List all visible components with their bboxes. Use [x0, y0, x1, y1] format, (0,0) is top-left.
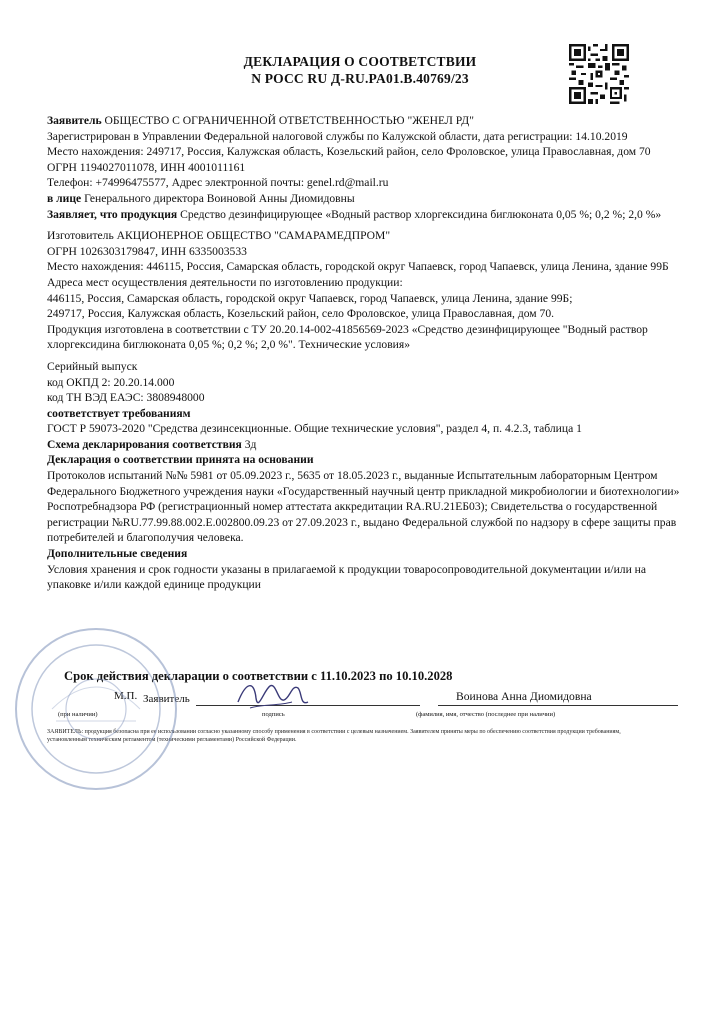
scheme-label: Схема декларирования соответствия: [47, 437, 242, 451]
production-address-2: 249717, Россия, Калужская область, Козельский район, село Фроловское, улица Православная, дом 70.: [47, 307, 555, 321]
basis-text: Протоколов испытаний №№ 5981 от 05.09.2023 г., 5635 от 18.05.2023 г., выданные Испытательным лабораторным Центром Федерального Бюджетного учреждения науки «Государственный научный центр прикладной микробиологии и биотехнологии» Роспотребнадзора РФ (регистрационный номер аттестата аккредитации RA.RU.21ЕБ03); Свидетельства о государственной регистрации №RU.77.99.88.002.Е.002800.09.23 от 27.09.2023 г., выдано Федеральной службой по надзору в сфере защиты прав потребителей и благополучия человека.: [47, 469, 680, 545]
product-line: [47, 207, 687, 223]
person-label: в лице: [47, 191, 82, 205]
applicant-name: ОБЩЕСТВО С ОГРАНИЧЕННОЙ ОТВЕТСТВЕННОСТЬЮ "ЖЕНЕЛ РД": [101, 114, 474, 127]
tnved-code: код ТН ВЭД ЕАЭС: 3808948000: [47, 391, 205, 405]
declares-label: Заявляет, что продукция: [47, 207, 178, 221]
applicant-ogrn: ОГРН 1194027011078, ИНН 4001011161: [47, 160, 246, 174]
validity-period: Срок действия декларации о соответствии с 11.10.2023 по 10.10.2028: [64, 669, 453, 683]
registration-text: Зарегистрирован в Управлении Федеральной налоговой службы по Калужской области, дата регистрации: 14.10.2019: [47, 129, 628, 143]
scheme-value: 3д: [241, 437, 257, 451]
document-title: ДЕКЛАРАЦИЯ О СООТВЕТСТВИИ: [243, 54, 477, 69]
signature-caption: подпись: [262, 711, 285, 718]
manufacturer-ogrn: ОГРН 1026303179847, ИНН 6335003533: [47, 244, 247, 258]
applicant-label: Заявитель: [47, 114, 102, 127]
production-address-1: 446115, Россия, Самарская область, городской округ Чапаевск, город Чапаевск, улица Ленина, здание 99Б;: [47, 291, 573, 305]
okpd-code: код ОКПД 2: 20.20.14.000: [47, 375, 175, 389]
document-number: N РОСС RU Д-RU.PA01.B.40769/23: [251, 71, 469, 86]
manufacturer-name: Изготовитель АКЦИОНЕРНОЕ ОБЩЕСТВО "САМАРАМЕДПРОМ": [47, 229, 391, 243]
name-line: [438, 705, 678, 706]
signatory-name: Воинова Анна Диомидовна: [456, 690, 592, 703]
seal-placeholder: М.П.: [114, 690, 138, 702]
seal-caption: (при наличии): [58, 711, 98, 718]
addresses-label: Адреса мест осуществления деятельности по изготовлению продукции:: [47, 275, 403, 289]
complies-label: соответствует требованиям: [47, 406, 191, 420]
scheme-line: [47, 437, 687, 453]
person-name: Генерального директора Воиновой Анны Диомидовны: [81, 191, 355, 205]
applicant-signature-label: Заявитель: [143, 693, 190, 705]
additional-text: Условия хранения и срок годности указаны в прилагаемой к продукции товаросопроводительной документации и/или на упаковке и/или каждой единице продукции: [47, 562, 647, 592]
person-line: [47, 191, 687, 207]
company-seal-icon: [12, 625, 180, 793]
product-name: Средство дезинфицирующее «Водный раствор хлоргексидина биглюконата 0,05 %; 0,2 %; 2,0 %»: [177, 207, 662, 221]
serial-release: Серийный выпуск: [47, 359, 138, 373]
gost-standard: ГОСТ Р 59073-2020 "Средства дезинсекционные. Общие технические условия", раздел 4, п. 4.2.3, таблица 1: [47, 422, 582, 436]
manufacturer-location: Место нахождения: 446115, Россия, Самарская область, городской округ Чапаевск, город Чапаевск, улица Ленина, здание 99Б: [47, 260, 669, 274]
technical-conditions: Продукция изготовлена в соответствии с ТУ 20.20.14-002-41856569-2023 «Средство дезинфицирующее "Водный раствор хлоргексидина биглюконата 0,05 %; 0,2 %; 2,0 %". Технические условия»: [47, 322, 648, 352]
basis-label: Декларация о соответствии принята на основании: [47, 453, 314, 467]
footnote: ЗАЯВИТЕЛЬ: продукция безопасна при ее использовании согласно указанному способу применения в соответствии с целевым назначением. Заявителем приняты меры по обеспечению соответствия продукции требованиям, установленным техническим регламентом (техническими регламентами) Российской Федерации.: [47, 729, 621, 743]
additional-label: Дополнительные сведения: [47, 547, 188, 561]
applicant-location: Место нахождения: 249717, Россия, Калужская область, Козельский район, село Фроловское, улица Православная, дом 70: [47, 145, 651, 159]
handwritten-signature-icon: [232, 672, 312, 716]
declaration-body: [47, 113, 687, 593]
applicant-line: [47, 113, 687, 129]
qr-code-icon: [569, 44, 629, 104]
applicant-contacts: Телефон: +74996475577, Адрес электронной почты: genel.rd@mail.ru: [47, 176, 389, 190]
name-caption: (фамилия, имя, отчество (последнее при наличии): [416, 711, 556, 718]
